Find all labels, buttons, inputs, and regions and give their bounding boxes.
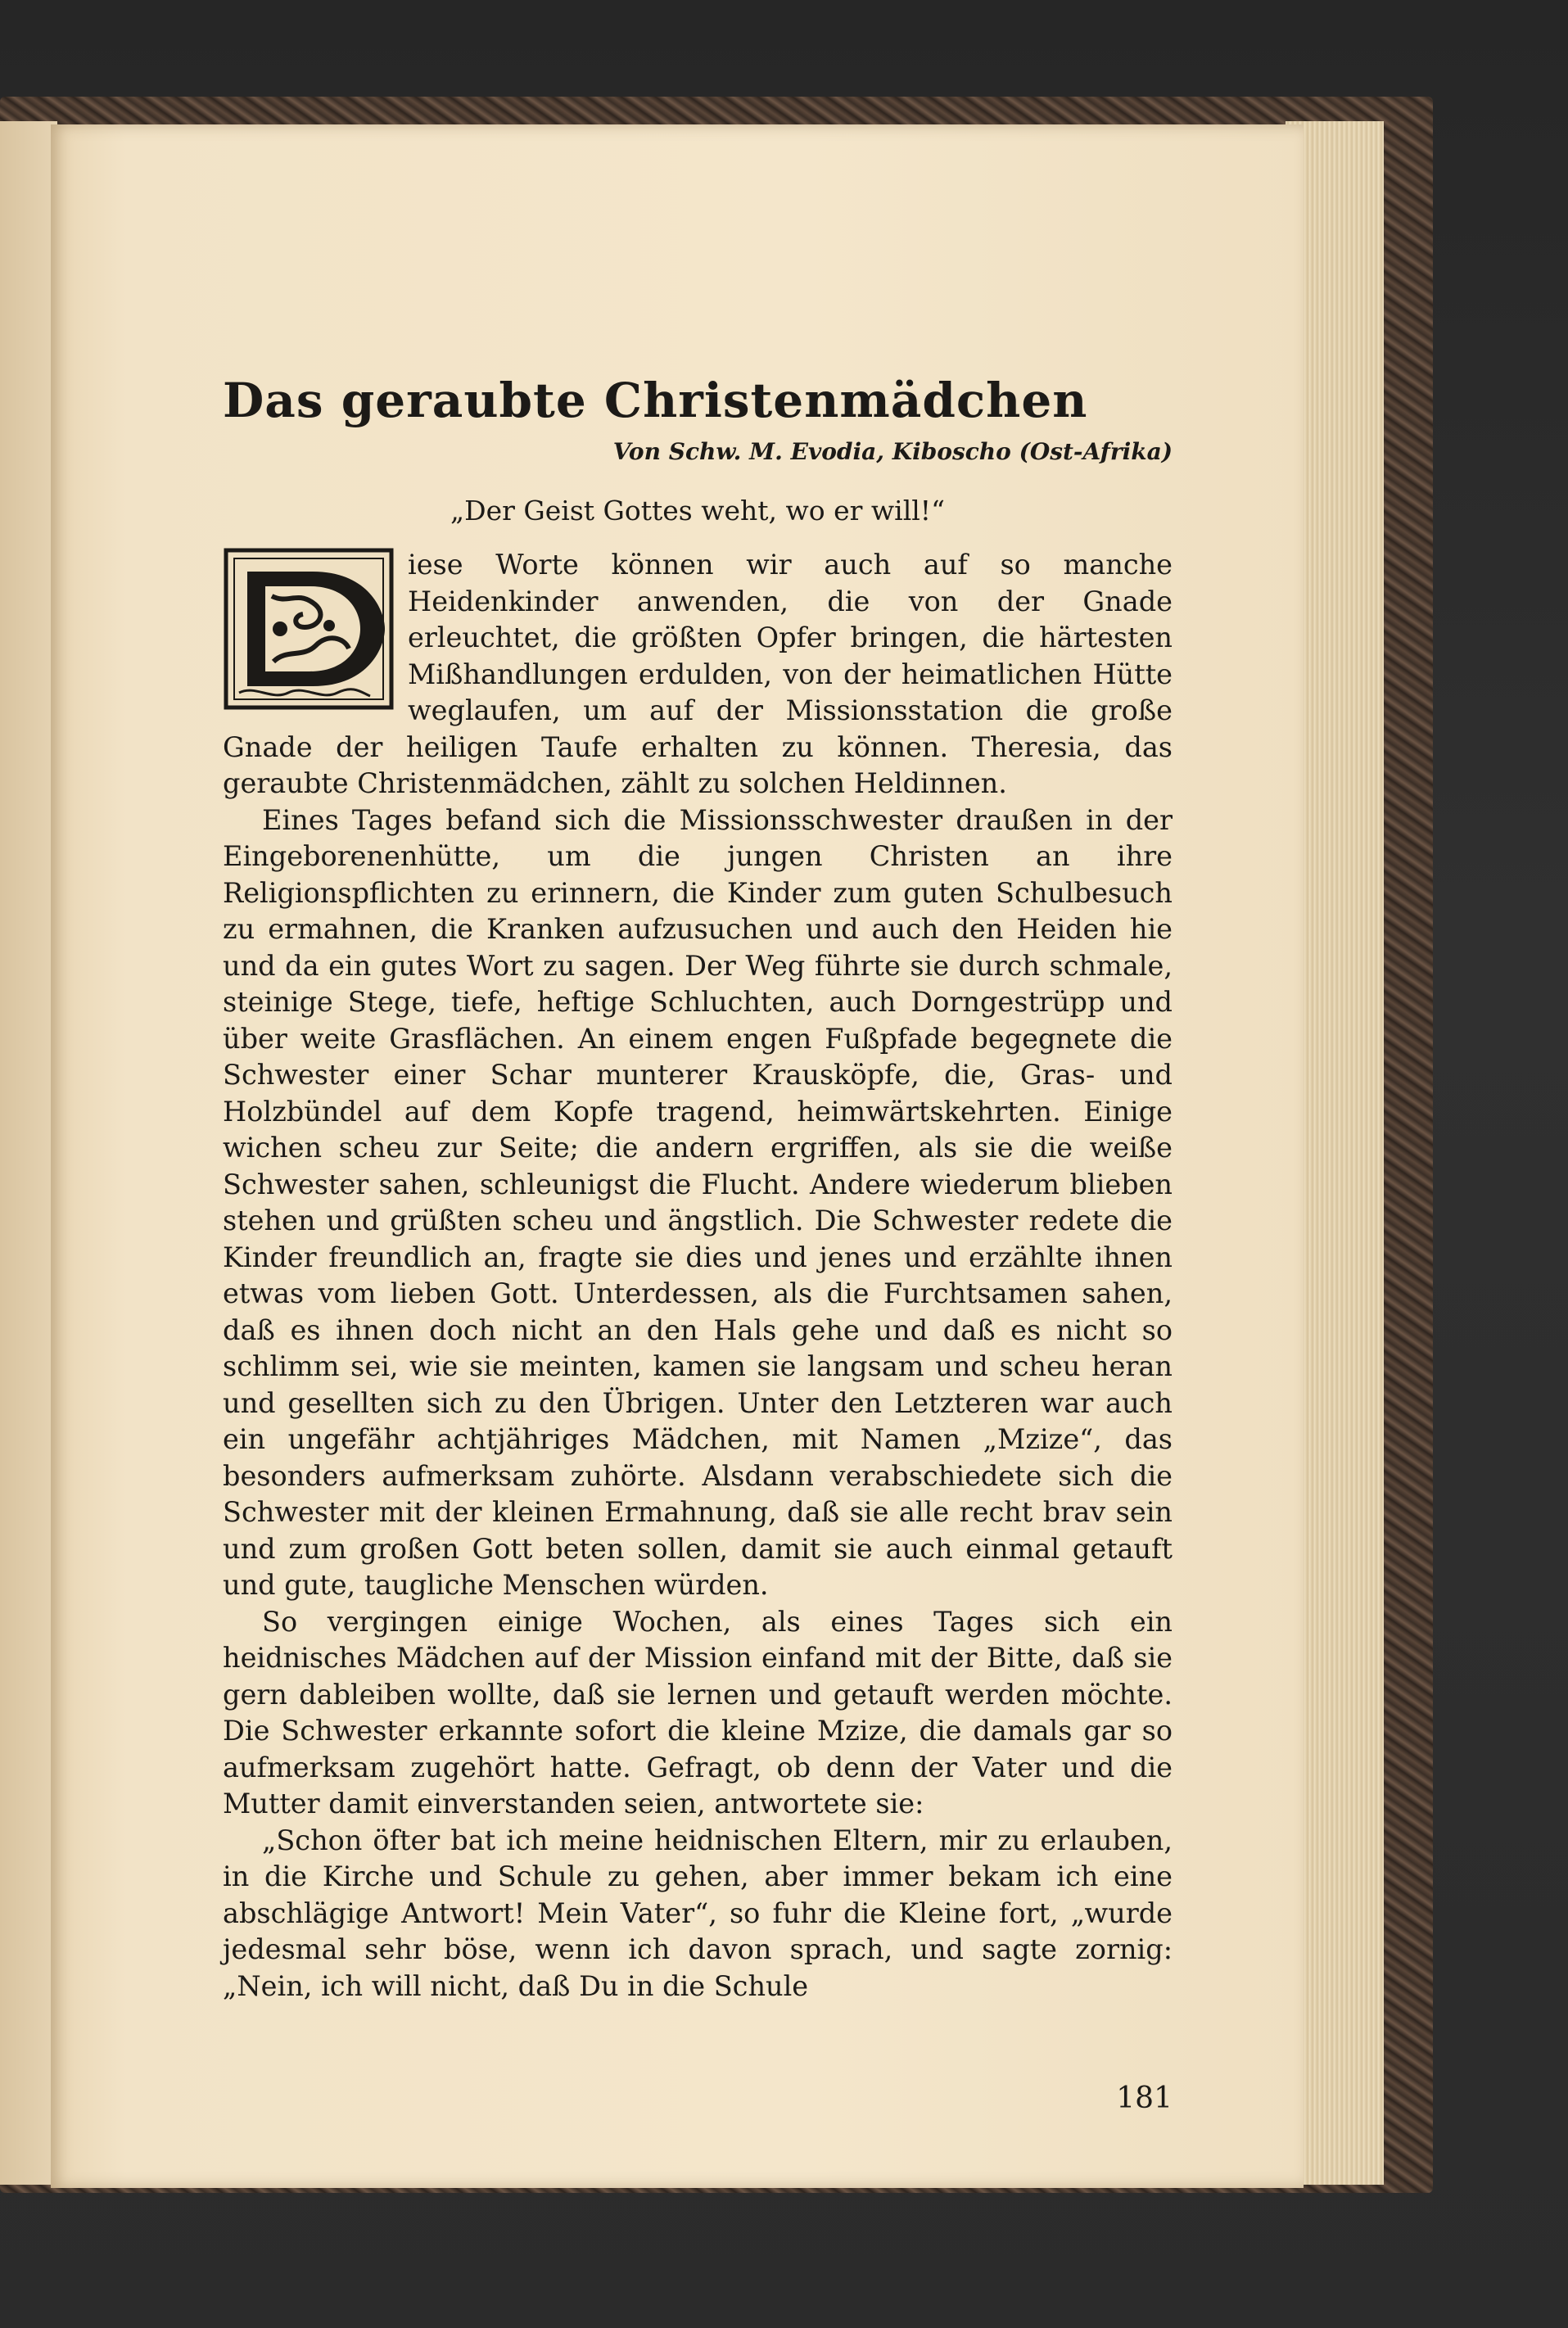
- article: [223, 370, 1173, 2005]
- book-page: [51, 124, 1304, 2188]
- article-body: [223, 547, 1173, 2005]
- paragraph: „Schon öfter bat ich meine heidnischen Eltern, mir zu erlauben, in die Kirche und Schule zu gehen, aber immer bekam ich eine abschlägige Antwort! Mein Vater“, so fuhr die Kleine fort, „wurde jedesmal sehr böse, wenn ich davon sprach, und sagte zornig: „Nein, ich will nicht, daß Du in die Schule: [223, 1824, 1173, 2002]
- page-number: 181: [1116, 2082, 1173, 2115]
- ornamental-initial-icon: [223, 547, 395, 711]
- dropcap-ornament: [223, 547, 395, 711]
- left-page-edge: [0, 121, 57, 2185]
- article-byline: Von Schw. M. Evodia, Kiboscho (Ost-Afrika): [612, 438, 1173, 465]
- article-motto: „Der Geist Gottes weht, wo er will!“: [450, 495, 945, 527]
- paragraph: So vergingen einige Wochen, als eines Tages sich ein heidnisches Mädchen auf der Mission einfand mit der Bitte, daß sie gern dableiben wollte, daß sie lernen und getauft werden möchte. Die Schwester erkannte sofort die kleine Mzize, die damals gar so aufmerksam zugehört hatte. Gefragt, ob denn der Vater und die Mutter damit einverstanden seien, antwortete sie:: [223, 1605, 1173, 1819]
- article-title: Das geraubte Christenmädchen: [223, 373, 1088, 428]
- paragraph: Eines Tages befand sich die Missionsschwester draußen in der Eingeborenenhütte, um die jungen Christen an ihre Religionspflichten zu erinnern, die Kinder zum guten Schulbesuch zu ermahnen, die Kranken aufzusuchen und auch den Heiden hie und da ein gutes Wort zu sagen. Der Weg führte sie durch schmale, steinige Stege, tiefe, heftige Schluchten, auch Dorngestrüpp und über weite Grasflächen. An einem engen Fußpfade begegnete die Schwester einer Schar munterer Krausköpfe, die, Gras- und Holzbündel auf dem Kopfe tragend, heimwärtskehrten. Einige wichen scheu zur Seite; die andern ergriffen, als sie die weiße Schwester sahen, schleunigst die Flucht. Andere wiederum blieben stehen und grüßten scheu und ängstlich. Die Schwester redete die Kinder freundlich an, fragte sie dies und jenes und erzählte ihnen etwas vom lieben Gott. Unterdessen, als die Furchtsamen sahen, daß es ihnen doch nicht an den Hals gehe und daß es nicht so schlimm sei, wie sie meinten, kamen sie langsam und scheu heran und gesellten sich zu den Übrigen. Unter den Letzteren war auch ein ungefähr achtjähriges Mädchen, mit Namen „Mzize“, das besonders aufmerksam zuhörte. Alsdann verabschiedete sich die Schwester mit der kleinen Ermahnung, daß sie alle recht brav sein und zum großen Gott beten sollen, damit sie auch einmal getauft und gute, taugliche Menschen würden.: [223, 803, 1173, 1601]
- paragraph: iese Worte können wir auch auf so manche Heidenkinder anwenden, die von der Gnade erleuchtet, die größten Opfer bringen, die härtesten Mißhandlungen erdulden, von der heimatlichen Hütte weglaufen, um auf der Missionsstation die große Gnade der heiligen Taufe erhalten zu können. Theresia, das geraubte Christenmädchen, zählt zu solchen Heldinnen.: [223, 549, 1173, 799]
